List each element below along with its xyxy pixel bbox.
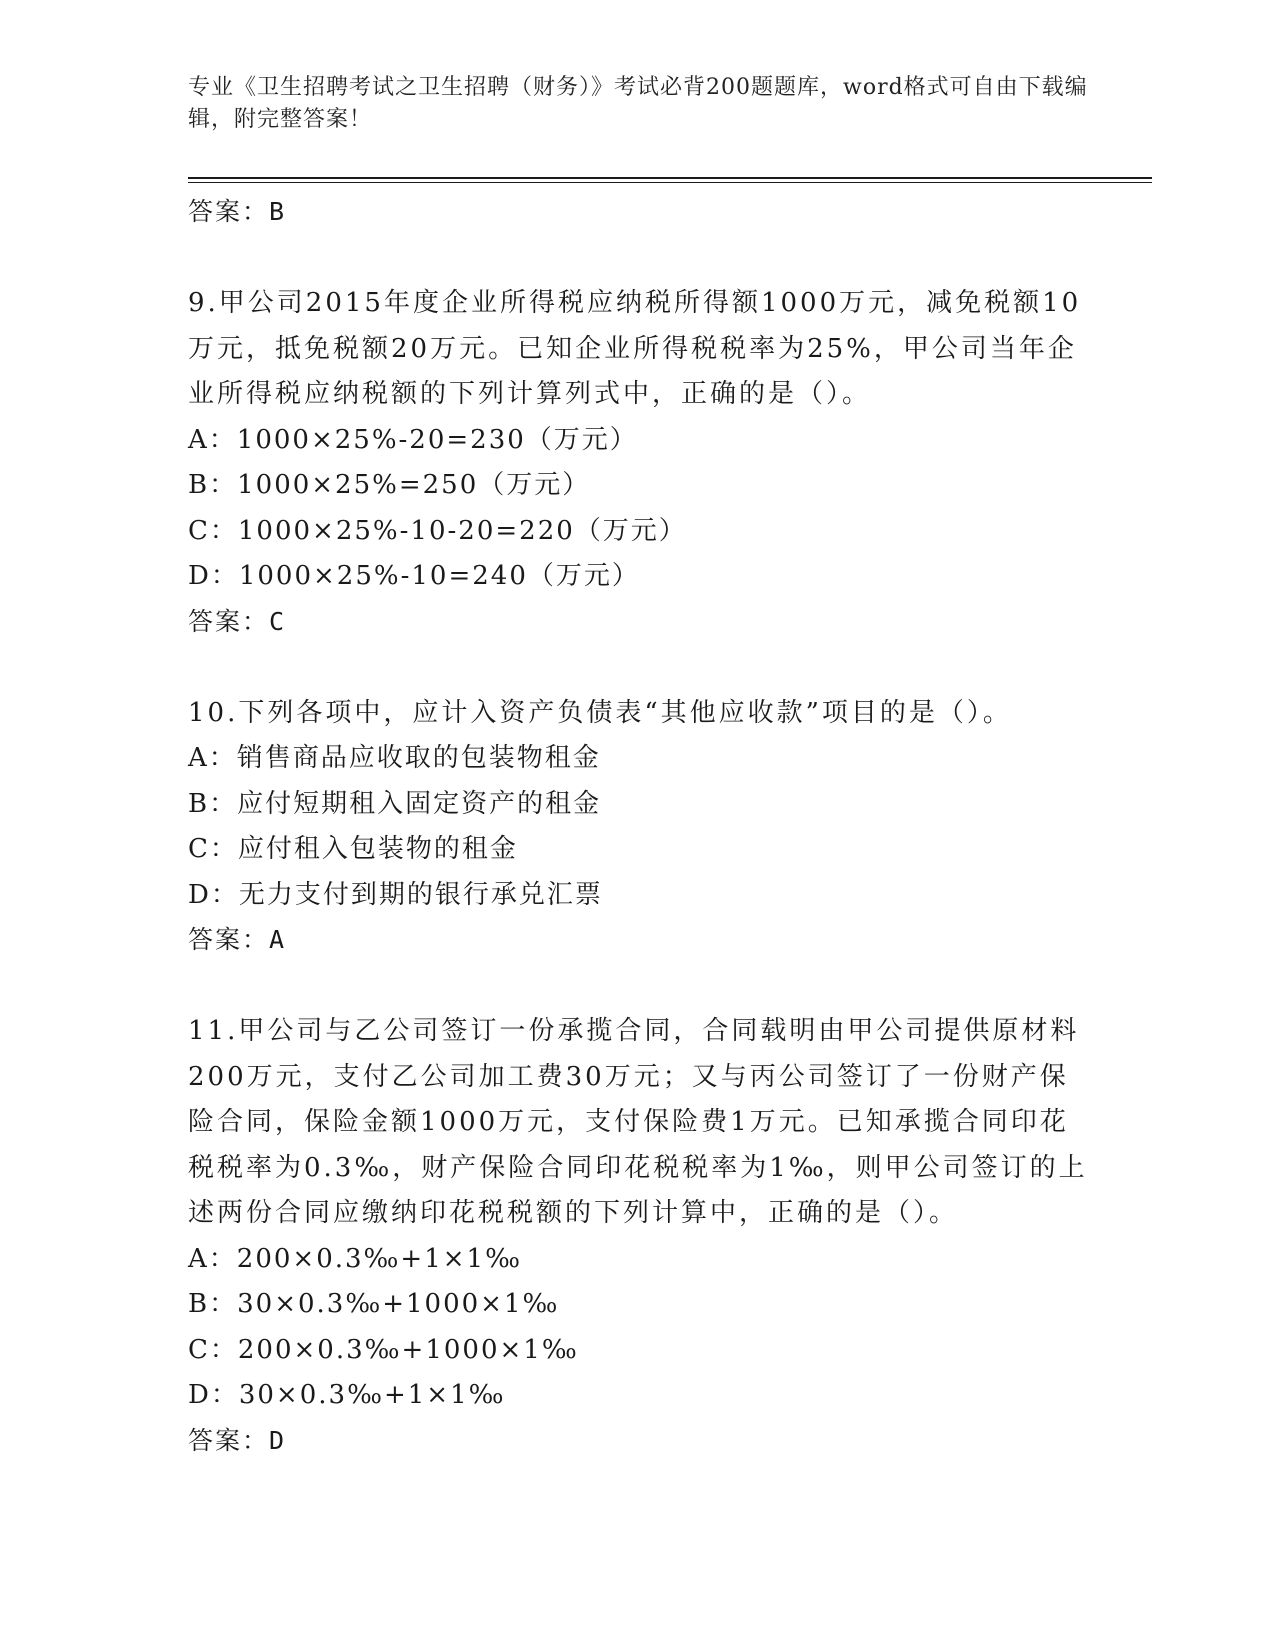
option-d: D：30×0.3‰+1×1‰ bbox=[188, 1380, 506, 1410]
option-a: A：1000×25%-20=230（万元） bbox=[188, 424, 638, 455]
option-a: A：200×0.3‰+1×1‰ bbox=[188, 1243, 522, 1274]
option-d: D：无力支付到期的银行承兑汇票 bbox=[188, 879, 603, 910]
option-d: D：1000×25%-10=240（万元） bbox=[188, 561, 640, 591]
option-b: B：1000×25%=250（万元） bbox=[188, 470, 591, 500]
question-text: 11.甲公司与乙公司签订一份承揽合同，合同载明由甲公司提供原材料200万元，支付乙公司加工费30万元；又与丙公司签订了一份财产保险合同，保险金额1000万元，支付保险费1万元。已知承揽合同印花税税率为0.3‰，财产保险合同印花税税率为1‰，则甲公司签订的上述两份合同应缴纳印花税税额的下列计算中，正确的是（）。 bbox=[188, 1016, 1088, 1228]
option-b: B：应付短期租入固定资产的租金 bbox=[188, 788, 602, 819]
question-list bbox=[188, 190, 1088, 1463]
question-text: 9.甲公司2015年度企业所得税应纳税所得额1000万元，减免税额10万元，抵免税额20万元。已知企业所得税税率为25%，甲公司当年企业所得税应纳税额的下列计算列式中，正确的是（）。 bbox=[188, 288, 1082, 409]
question-text: 10.下列各项中，应计入资产负债表“其他应收款”项目的是（）。 bbox=[188, 697, 1012, 728]
answer-label: 答案：A bbox=[188, 925, 287, 954]
option-b: B：30×0.3‰+1000×1‰ bbox=[188, 1289, 560, 1319]
answer-label: 答案：C bbox=[188, 606, 287, 636]
spacer bbox=[188, 644, 1088, 691]
option-c: C：200×0.3‰+1000×1‰ bbox=[188, 1334, 579, 1365]
question-block-9 bbox=[188, 281, 1088, 644]
option-c: C：应付租入包装物的租金 bbox=[188, 834, 518, 864]
question-block-11 bbox=[188, 1009, 1088, 1463]
header-divider-thin bbox=[188, 182, 1152, 183]
header-divider-thick bbox=[188, 177, 1152, 179]
question-block-10 bbox=[188, 691, 1088, 963]
option-a: A：销售商品应收取的包装物租金 bbox=[188, 743, 601, 773]
answer-label: 答案：B bbox=[188, 197, 287, 226]
spacer bbox=[188, 962, 1088, 1009]
answer-label: 答案：D bbox=[188, 1425, 287, 1455]
page-header: 专业《卫生招聘考试之卫生招聘（财务）》考试必背200题题库，word格式可自由下载编辑，附完整答案！ bbox=[188, 75, 1088, 132]
spacer bbox=[188, 234, 1088, 281]
option-c: C：1000×25%-10-20=220（万元） bbox=[188, 515, 687, 546]
